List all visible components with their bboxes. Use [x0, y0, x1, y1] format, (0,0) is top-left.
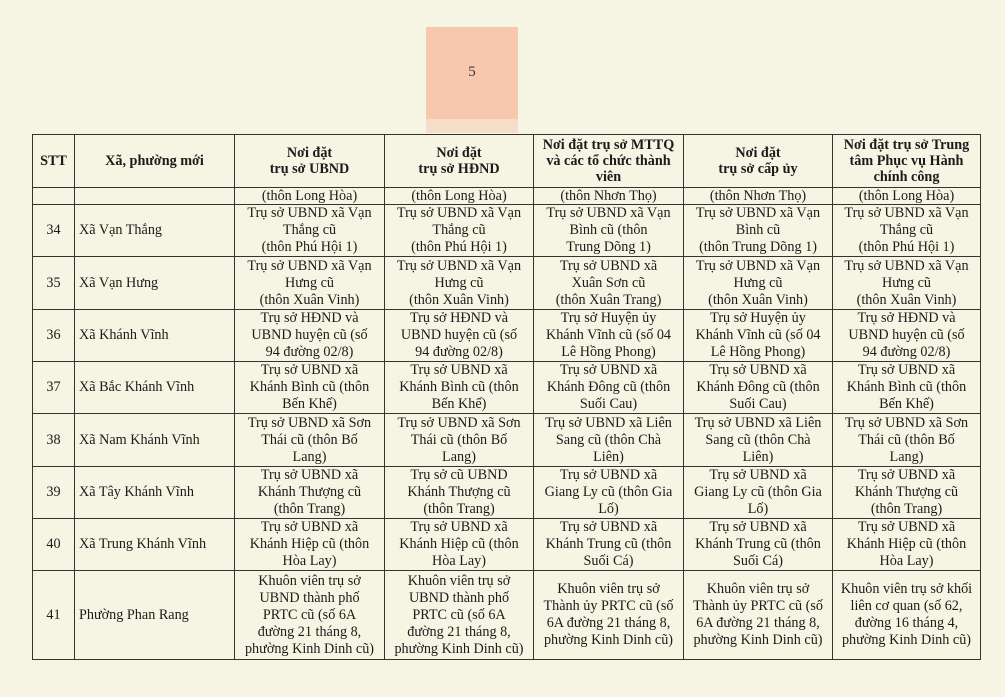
table-cell: (thôn Long Hòa)	[833, 188, 981, 205]
ward-name-cell: Xã Trung Khánh Vĩnh	[75, 519, 235, 571]
table-row	[33, 414, 981, 466]
stt-cell: 41	[33, 571, 75, 660]
hdnd-location-cell: Trụ sở UBND xã Sơn Thái cũ (thôn Bố Lang)	[385, 414, 534, 466]
mttq-location-cell: Trụ sở UBND xã Khánh Đông cũ (thôn Suối Cau)	[534, 362, 684, 414]
headquarters-table	[32, 134, 981, 660]
ubnd-location-cell: Trụ sở UBND xã Khánh Hiệp cũ (thôn Hòa Lay)	[235, 519, 385, 571]
table-row	[33, 257, 981, 309]
header-ward: Xã, phường mới	[75, 135, 235, 188]
ttpvhcc-location-cell: Khuôn viên trụ sở khối liên cơ quan (số 62, đường 16 tháng 4, phường Kinh Dinh cũ)	[833, 571, 981, 660]
capuy-location-cell: Trụ sở UBND xã Khánh Đông cũ (thôn Suối Cau)	[684, 362, 833, 414]
ubnd-location-cell: Khuôn viên trụ sở UBND thành phố PRTC cũ (số 6A đường 21 tháng 8, phường Kinh Dinh cũ)	[235, 571, 385, 660]
mttq-location-cell: Trụ sở UBND xã Vạn Bình cũ (thôn Trung Dõng 1)	[534, 205, 684, 257]
ttpvhcc-location-cell: Trụ sở UBND xã Khánh Hiệp cũ (thôn Hòa Lay)	[833, 519, 981, 571]
capuy-location-cell: Trụ sở UBND xã Vạn Hưng cũ (thôn Xuân Vinh)	[684, 257, 833, 309]
ubnd-location-cell: Trụ sở UBND xã Khánh Thượng cũ (thôn Trang)	[235, 466, 385, 518]
hdnd-location-cell: Khuôn viên trụ sở UBND thành phố PRTC cũ (số 6A đường 21 tháng 8, phường Kinh Dinh cũ)	[385, 571, 534, 660]
mttq-location-cell: Trụ sở UBND xã Liên Sang cũ (thôn Chà Liên)	[534, 414, 684, 466]
mttq-location-cell: Trụ sở UBND xã Giang Ly cũ (thôn Gia Lố)	[534, 466, 684, 518]
ubnd-location-cell: Trụ sở UBND xã Sơn Thái cũ (thôn Bố Lang)	[235, 414, 385, 466]
ward-name-cell: Phường Phan Rang	[75, 571, 235, 660]
page-number-highlight-strip	[426, 119, 518, 133]
ubnd-location-cell: Trụ sở HĐND và UBND huyện cũ (số 94 đường 02/8)	[235, 309, 385, 361]
page-number-box	[426, 27, 518, 133]
stt-cell: 40	[33, 519, 75, 571]
ward-name-cell: Xã Bắc Khánh Vĩnh	[75, 362, 235, 414]
table-row	[33, 519, 981, 571]
header-mttq: Nơi đặt trụ sở MTTQ và các tổ chức thành viên	[534, 135, 684, 188]
stt-cell: 35	[33, 257, 75, 309]
capuy-location-cell: Trụ sở UBND xã Liên Sang cũ (thôn Chà Liên)	[684, 414, 833, 466]
ubnd-location-cell: Trụ sở UBND xã Vạn Thắng cũ (thôn Phú Hội 1)	[235, 205, 385, 257]
table-header-row	[33, 135, 981, 188]
table-cell: (thôn Nhơn Thọ)	[684, 188, 833, 205]
stt-cell: 37	[33, 362, 75, 414]
header-stt: STT	[33, 135, 75, 188]
table-cell: (thôn Long Hòa)	[385, 188, 534, 205]
page-number: 5	[468, 64, 476, 80]
mttq-location-cell: Trụ sở UBND xã Xuân Sơn cũ (thôn Xuân Trang)	[534, 257, 684, 309]
header-ubnd: Nơi đặt trụ sở UBND	[235, 135, 385, 188]
stt-cell: 38	[33, 414, 75, 466]
hdnd-location-cell: Trụ sở UBND xã Khánh Hiệp cũ (thôn Hòa Lay)	[385, 519, 534, 571]
table-row	[33, 309, 981, 361]
stt-cell: 36	[33, 309, 75, 361]
table-cell	[75, 188, 235, 205]
ttpvhcc-location-cell: Trụ sở UBND xã Khánh Thượng cũ (thôn Trang)	[833, 466, 981, 518]
hdnd-location-cell: Trụ sở UBND xã Khánh Bình cũ (thôn Bến Khế)	[385, 362, 534, 414]
table-row	[33, 466, 981, 518]
table-row	[33, 362, 981, 414]
capuy-location-cell: Trụ sở UBND xã Giang Ly cũ (thôn Gia Lố)	[684, 466, 833, 518]
capuy-location-cell: Trụ sở UBND xã Vạn Bình cũ (thôn Trung Dõng 1)	[684, 205, 833, 257]
ttpvhcc-location-cell: Trụ sở UBND xã Sơn Thái cũ (thôn Bố Lang)	[833, 414, 981, 466]
header-hdnd: Nơi đặt trụ sở HĐND	[385, 135, 534, 188]
table-cell	[33, 188, 75, 205]
ward-name-cell: Xã Vạn Hưng	[75, 257, 235, 309]
table-row	[33, 205, 981, 257]
ward-name-cell: Xã Vạn Thắng	[75, 205, 235, 257]
mttq-location-cell: Trụ sở UBND xã Khánh Trung cũ (thôn Suối Cá)	[534, 519, 684, 571]
capuy-location-cell: Khuôn viên trụ sở Thành ủy PRTC cũ (số 6A đường 21 tháng 8, phường Kinh Dinh cũ)	[684, 571, 833, 660]
hdnd-location-cell: Trụ sở HĐND và UBND huyện cũ (số 94 đường 02/8)	[385, 309, 534, 361]
mttq-location-cell: Khuôn viên trụ sở Thành ủy PRTC cũ (số 6A đường 21 tháng 8, phường Kinh Dinh cũ)	[534, 571, 684, 660]
hdnd-location-cell: Trụ sở cũ UBND Khánh Thượng cũ (thôn Trang)	[385, 466, 534, 518]
hdnd-location-cell: Trụ sở UBND xã Vạn Thắng cũ (thôn Phú Hội 1)	[385, 205, 534, 257]
hdnd-location-cell: Trụ sở UBND xã Vạn Hưng cũ (thôn Xuân Vinh)	[385, 257, 534, 309]
stt-cell: 39	[33, 466, 75, 518]
ward-name-cell: Xã Nam Khánh Vĩnh	[75, 414, 235, 466]
ttpvhcc-location-cell: Trụ sở HĐND và UBND huyện cũ (số 94 đường 02/8)	[833, 309, 981, 361]
header-capuy: Nơi đặt trụ sở cấp ủy	[684, 135, 833, 188]
ward-name-cell: Xã Tây Khánh Vĩnh	[75, 466, 235, 518]
capuy-location-cell: Trụ sở UBND xã Khánh Trung cũ (thôn Suối Cá)	[684, 519, 833, 571]
table-cell: (thôn Nhơn Thọ)	[534, 188, 684, 205]
ttpvhcc-location-cell: Trụ sở UBND xã Vạn Thắng cũ (thôn Phú Hội 1)	[833, 205, 981, 257]
ubnd-location-cell: Trụ sở UBND xã Khánh Bình cũ (thôn Bến Khế)	[235, 362, 385, 414]
ttpvhcc-location-cell: Trụ sở UBND xã Khánh Bình cũ (thôn Bến Khế)	[833, 362, 981, 414]
continuation-row	[33, 188, 981, 205]
stt-cell: 34	[33, 205, 75, 257]
table-row	[33, 571, 981, 660]
ward-name-cell: Xã Khánh Vĩnh	[75, 309, 235, 361]
capuy-location-cell: Trụ sở Huyện ủy Khánh Vĩnh cũ (số 04 Lê Hồng Phong)	[684, 309, 833, 361]
ubnd-location-cell: Trụ sở UBND xã Vạn Hưng cũ (thôn Xuân Vinh)	[235, 257, 385, 309]
mttq-location-cell: Trụ sở Huyện ủy Khánh Vĩnh cũ (số 04 Lê Hồng Phong)	[534, 309, 684, 361]
table-cell: (thôn Long Hòa)	[235, 188, 385, 205]
ttpvhcc-location-cell: Trụ sở UBND xã Vạn Hưng cũ (thôn Xuân Vinh)	[833, 257, 981, 309]
header-ttpvhcc: Nơi đặt trụ sở Trung tâm Phục vụ Hành chính công	[833, 135, 981, 188]
